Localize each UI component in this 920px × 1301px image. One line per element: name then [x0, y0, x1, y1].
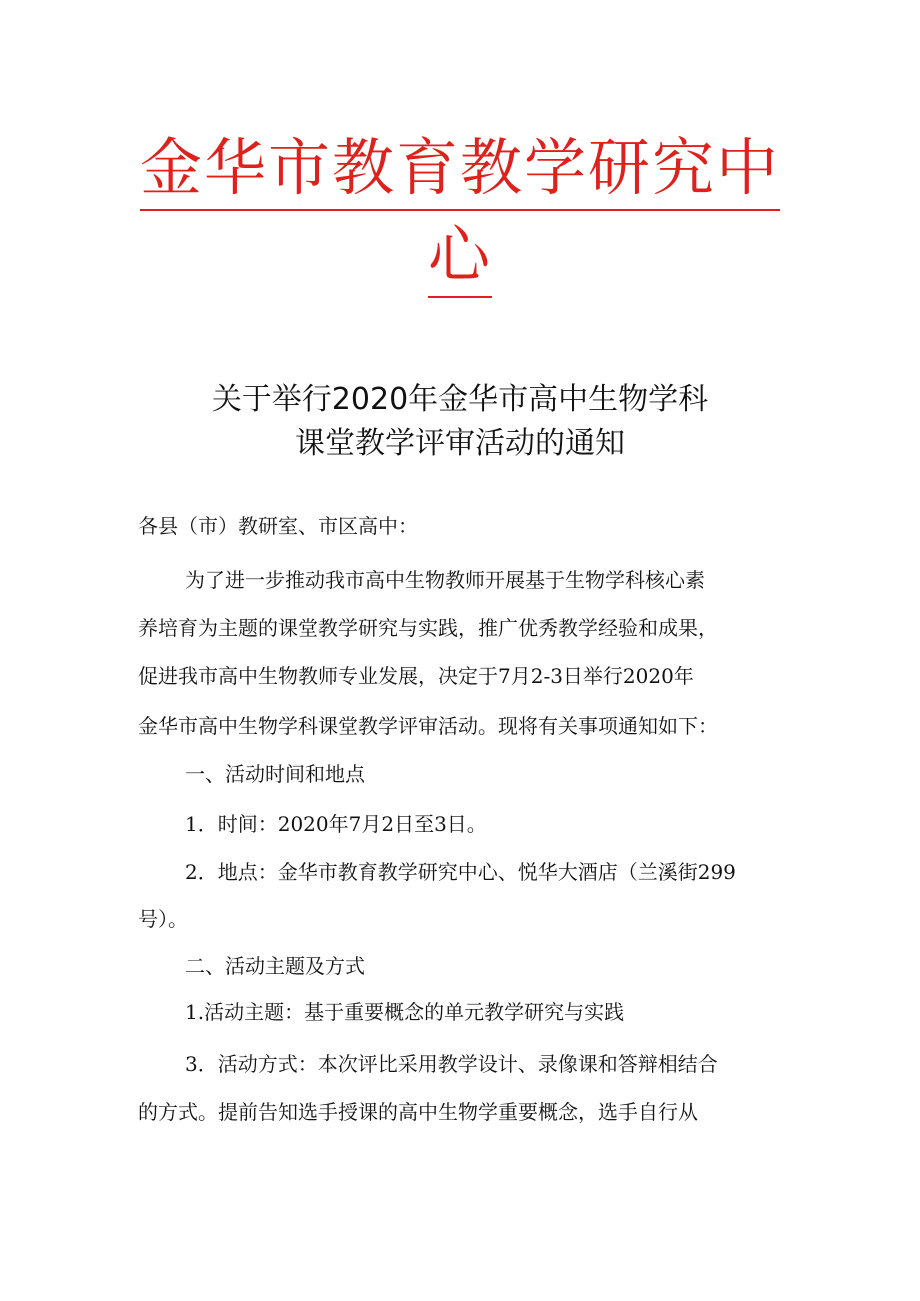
org-header-line1: [140, 118, 780, 218]
section2-heading: 二、活动主题及方式: [185, 954, 365, 978]
item-method-line1: 3．活动方式：本次评比采用教学设计、录像课和答辩相结合: [185, 1052, 718, 1076]
salutation: 各县（市）教研室、市区高中：: [138, 514, 418, 538]
intro-line-4: 金华市高中生物学科课堂教学评审活动。现将有关事项通知如下：: [138, 714, 718, 738]
item-time: 1．时间：2020年7月2日至3日。: [185, 812, 487, 836]
intro-line-2: 养培育为主题的课堂教学研究与实践，推广优秀教学经验和成果，: [138, 616, 718, 640]
section1-heading: 一、活动时间和地点: [185, 762, 365, 786]
item-place-line1: 2．地点：金华市教育教学研究中心、悦华大酒店（兰溪街299: [185, 860, 736, 884]
item-theme: 1.活动主题：基于重要概念的单元教学研究与实践: [185, 1000, 625, 1024]
org-header-line2: [140, 205, 780, 305]
item-method-line2: 的方式。提前告知选手授课的高中生物学重要概念，选手自行从: [138, 1100, 698, 1124]
document-title-line2: 课堂教学评审活动的通知: [295, 426, 625, 461]
org-name-part1: 金华市教育教学研究中: [140, 131, 780, 211]
item-place-line2: 号）。: [138, 907, 188, 931]
intro-line-3: 促进我市高中生物教师专业发展，决定于7月2-3日举行2020年: [138, 664, 694, 688]
document-title-line1: 关于举行2020年金华市高中生物学科: [211, 382, 709, 417]
intro-line-1: 为了进一步推动我市高中生物教师开展基于生物学科核心素: [185, 568, 705, 592]
org-name-part2: 心: [428, 218, 492, 298]
